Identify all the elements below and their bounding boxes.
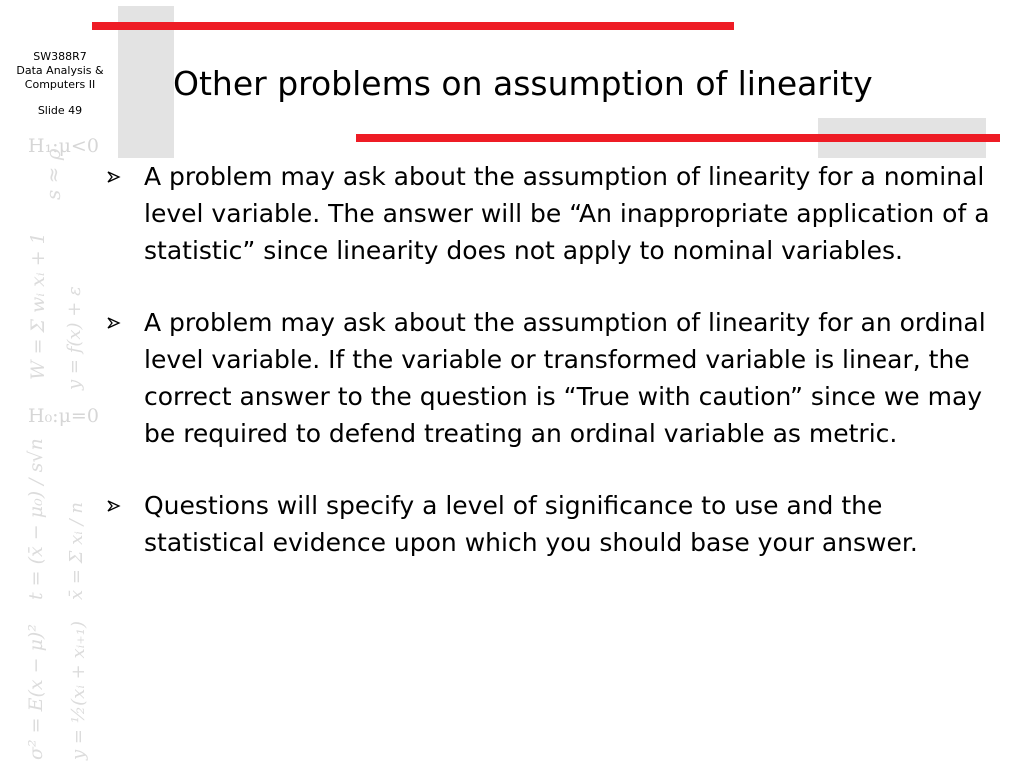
- svg-text:x̄ = Σ xᵢ / n: x̄ = Σ xᵢ / n: [66, 502, 87, 600]
- bullet-text: A problem may ask about the assumption of linearity for a nominal level variable. The answer will be “An inappropriate application of a statistic” since linearity does not apply to nominal variables.: [144, 162, 990, 265]
- svg-text:W = Σ wᵢ xᵢ + 1: W = Σ wᵢ xᵢ + 1: [27, 232, 49, 380]
- watermark-formula-top: H₁:μ<0: [28, 135, 99, 157]
- svg-text:s ≈ ρ: s ≈ ρ: [41, 148, 65, 200]
- bullet-text: Questions will specify a level of significance to use and the statistical evidence upon which you should base your answer.: [144, 491, 918, 557]
- bullet-item: [104, 158, 1004, 269]
- decorative-red-line-bottom: [356, 134, 1000, 142]
- slide-title: Other problems on assumption of linearity: [173, 64, 873, 103]
- bullet-text: A problem may ask about the assumption of linearity for an ordinal level variable. If the variable or transformed variable is linear, the correct answer to the question is “True with caution” since we may be required to defend treating an ordinal variable as metric.: [144, 308, 986, 448]
- arrow-bullet-icon: [106, 315, 122, 331]
- course-name-line2: Computers II: [24, 78, 96, 91]
- bullet-item: [104, 304, 1004, 452]
- svg-text:t = (x̄ − μ₀) / s√n: t = (x̄ − μ₀) / s√n: [25, 438, 47, 600]
- watermark-formula-mid: H₀:μ=0: [28, 405, 99, 427]
- arrow-bullet-icon: [106, 169, 122, 185]
- math-formula-watermark: [2, 130, 120, 766]
- bullet-item: [104, 487, 1004, 561]
- course-info: [6, 50, 114, 118]
- svg-text:σ² = E(x − μ)²: σ² = E(x − μ)²: [25, 624, 47, 760]
- svg-text:y = ½(xᵢ + xᵢ₊₁): y = ½(xᵢ + xᵢ₊₁): [68, 621, 89, 760]
- course-code: SW388R7: [33, 50, 87, 63]
- bullet-list: [104, 158, 1004, 561]
- slide-number: Slide 49: [37, 104, 83, 117]
- arrow-bullet-icon: [106, 498, 122, 514]
- svg-text:y = f(x) + ε: y = f(x) + ε: [64, 286, 85, 390]
- decorative-red-line-top: [92, 22, 734, 30]
- course-name-line1: Data Analysis &: [16, 64, 104, 77]
